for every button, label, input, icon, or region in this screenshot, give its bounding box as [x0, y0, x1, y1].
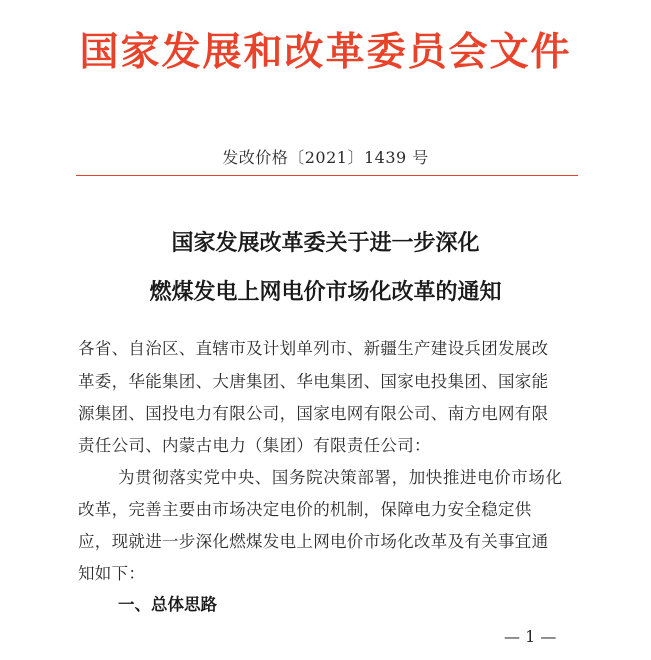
body-paragraph-line: 为贯彻落实党中央、国务院决策部署，加快推进电价市场化	[118, 468, 563, 487]
addressee-line: 源集团、国投电力有限公司，国家电网有限公司、南方电网有限	[78, 404, 549, 423]
addressee-line: 各省、自治区、直辖市及计划单列市、新疆生产建设兵团发展改	[78, 339, 549, 358]
addressee-line: 责任公司、内蒙古电力（集团）有限责任公司：	[78, 436, 431, 455]
issuer-header: 国家发展和改革委员会文件	[79, 29, 572, 75]
addressee-line: 革委，华能集团、大唐集团、华电集团、国家电投集团、国家能	[78, 372, 549, 391]
body-paragraph-line: 知如下：	[78, 564, 146, 583]
section-heading: 一、总体思路	[118, 595, 217, 614]
page-number: — 1 —	[504, 627, 557, 646]
body-paragraph-line: 改革，完善主要由市场决定电价的机制，保障电力安全稳定供	[78, 500, 532, 519]
document-number: 发改价格〔2021〕1439 号	[222, 148, 429, 167]
red-divider-line	[76, 175, 578, 176]
body-paragraph-line: 应，现就进一步深化燃煤发电上网电价市场化改革及有关事宜通	[78, 532, 549, 551]
notice-title-line-2: 燃煤发电上网电价市场化改革的通知	[149, 280, 502, 305]
notice-title-line-1: 国家发展改革委关于进一步深化	[171, 231, 480, 256]
